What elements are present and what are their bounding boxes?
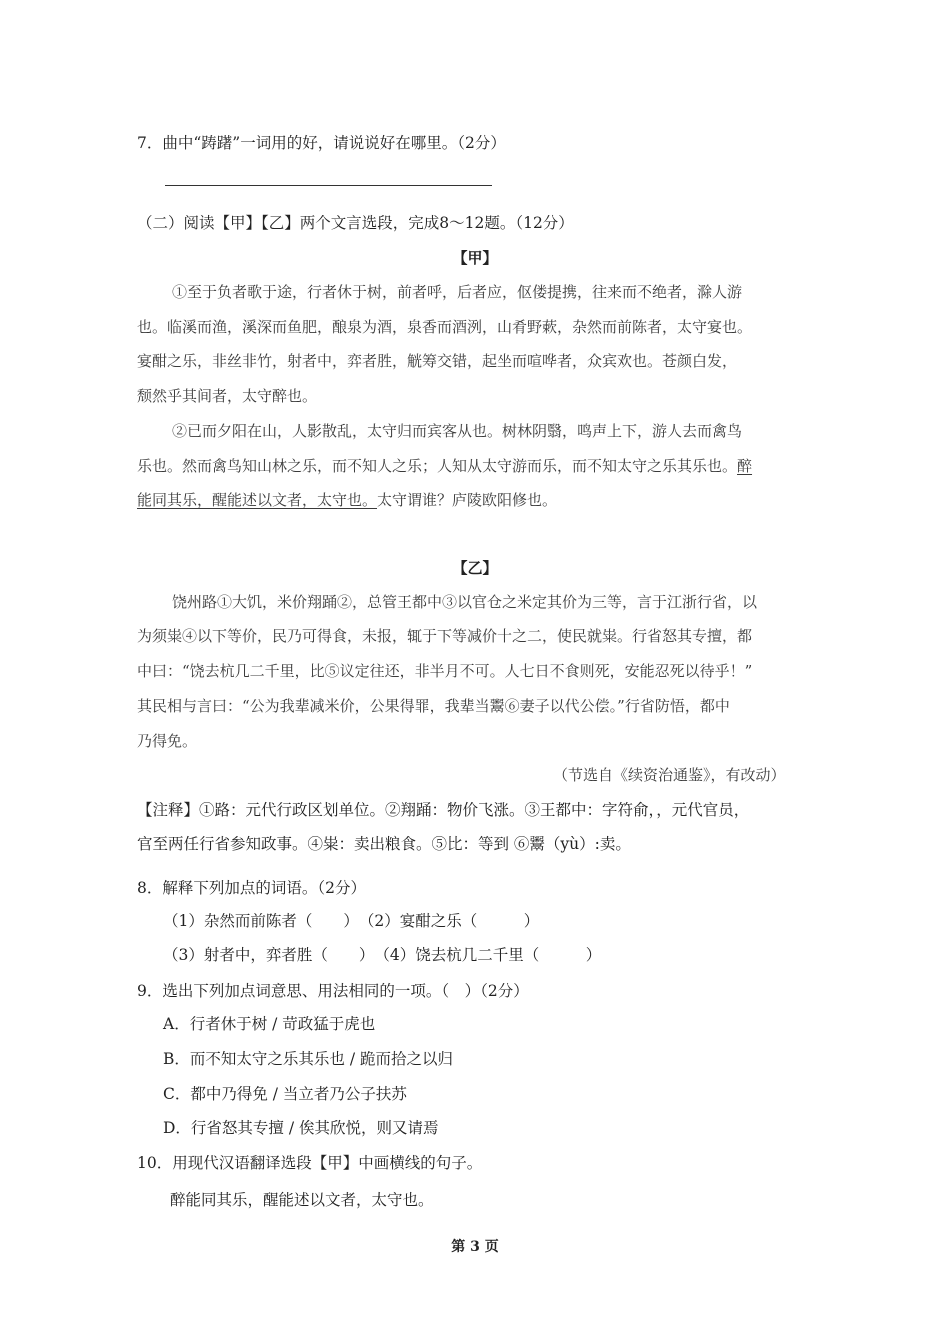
yi-line-5: 乃得免。 bbox=[137, 732, 198, 750]
underlined-sentence: 能同其乐，醒能述以文者，太守也。 bbox=[137, 491, 378, 509]
jia-p2-line-2-text: 乐也。然而禽鸟知山林之乐，而不知人之乐；人知从太守游而乐，而不知太守之乐其乐也。 bbox=[137, 457, 738, 475]
question-9-stem: 9．选出下列加点词意思、用法相同的一项。（ ）（2分） bbox=[137, 982, 529, 1000]
yi-source: （节选自《续资治通鉴》，有改动） bbox=[553, 766, 786, 784]
yi-line-1: 饶州路①大饥，米价翔踊②，总管王都中③以官仓之米定其价为三等，言于江浙行省，以 bbox=[172, 593, 758, 611]
jia-p2-line-3 bbox=[137, 489, 557, 511]
yi-title: 【乙】 bbox=[452, 559, 498, 577]
jia-p1-line-1: ①至于负者歌于途，行者休于树，前者呼，后者应，伛偻提携，往来而不绝者，滁人游 bbox=[172, 283, 743, 301]
question-8-stem: 8．解释下列加点的词语。（2分） bbox=[137, 879, 366, 897]
jia-title: 【甲】 bbox=[452, 249, 498, 267]
jia-p1-line-2: 也。临溪而渔，溪深而鱼肥，酿泉为酒，泉香而酒洌，山肴野蔌，杂然而前陈者，太守宴也。 bbox=[137, 318, 753, 336]
jia-p1-line-3: 宴酣之乐，非丝非竹，射者中，弈者胜，觥筹交错，起坐而喧哗者，众宾欢也。苍颜白发， bbox=[137, 352, 738, 370]
question-10-stem: 10．用现代汉语翻译选段【甲】中画横线的句子。 bbox=[137, 1154, 483, 1172]
underlined-sentence-start: 醉 bbox=[737, 457, 753, 475]
question-9-option-d: D．行省怒其专擅 / 俟其欣悦，则又请焉 bbox=[163, 1119, 439, 1137]
question-7: 7．曲中“踌躇”一词用的好，请说说好在哪里。（2分） bbox=[137, 134, 506, 152]
yi-line-3: 中曰：“饶去杭几二千里，比⑤议定往还，非半月不可。人七日不食则死，安能忍死以待乎！” bbox=[137, 662, 753, 680]
question-9-option-b: B．而不知太守之乐其乐也 / 跪而拾之以归 bbox=[163, 1050, 453, 1068]
jia-p2-line-1: ②已而夕阳在山，人影散乱，太守归而宾客从也。树林阴翳，鸣声上下，游人去而禽鸟 bbox=[172, 422, 743, 440]
answer-blank-line bbox=[165, 185, 492, 186]
page-number: 第 3 页 bbox=[451, 1239, 499, 1255]
question-8-row-1: （1）杂然而前陈者（ ） （2）宴酣之乐（ ） bbox=[163, 912, 540, 930]
question-10-sentence: 醉能同其乐，醒能述以文者，太守也。 bbox=[170, 1191, 434, 1209]
question-8-row-2: （3）射者中，弈者胜（ ） （4）饶去杭几二千里（ ） bbox=[163, 946, 602, 964]
jia-p2-line-2 bbox=[137, 455, 752, 477]
jia-p1-line-4: 颓然乎其间者，太守醉也。 bbox=[137, 387, 318, 405]
question-9-option-a: A．行者休于树 / 苛政猛于虎也 bbox=[163, 1015, 376, 1033]
yi-line-2: 为须粜④以下等价，民乃可得食，未报，辄于下等减价十之二，使民就粜。行省怒其专擅，都 bbox=[137, 627, 753, 645]
notes-line-2: 官至两任行省参知政事。④粜：卖出粮食。⑤比：等到 ⑥鬻（yù）:卖。 bbox=[137, 835, 631, 853]
jia-p2-line-3-rest: 太守谓谁？庐陵欧阳修也。 bbox=[377, 491, 558, 509]
question-9-option-c: C．都中乃得免 / 当立者乃公子扶苏 bbox=[163, 1085, 407, 1103]
notes-line-1: 【注释】①路：元代行政区划单位。②翔踊：物价飞涨。③王都中：字符俞，，元代官员， bbox=[137, 801, 750, 819]
section-2-heading: （二）阅读【甲】【乙】两个文言选段，完成8～12题。（12分） bbox=[137, 214, 574, 232]
yi-line-4: 其民相与言曰：“公为我辈减米价，公果得罪，我辈当鬻⑥妻子以代公偿。”行省防悟，都中 bbox=[137, 697, 730, 715]
